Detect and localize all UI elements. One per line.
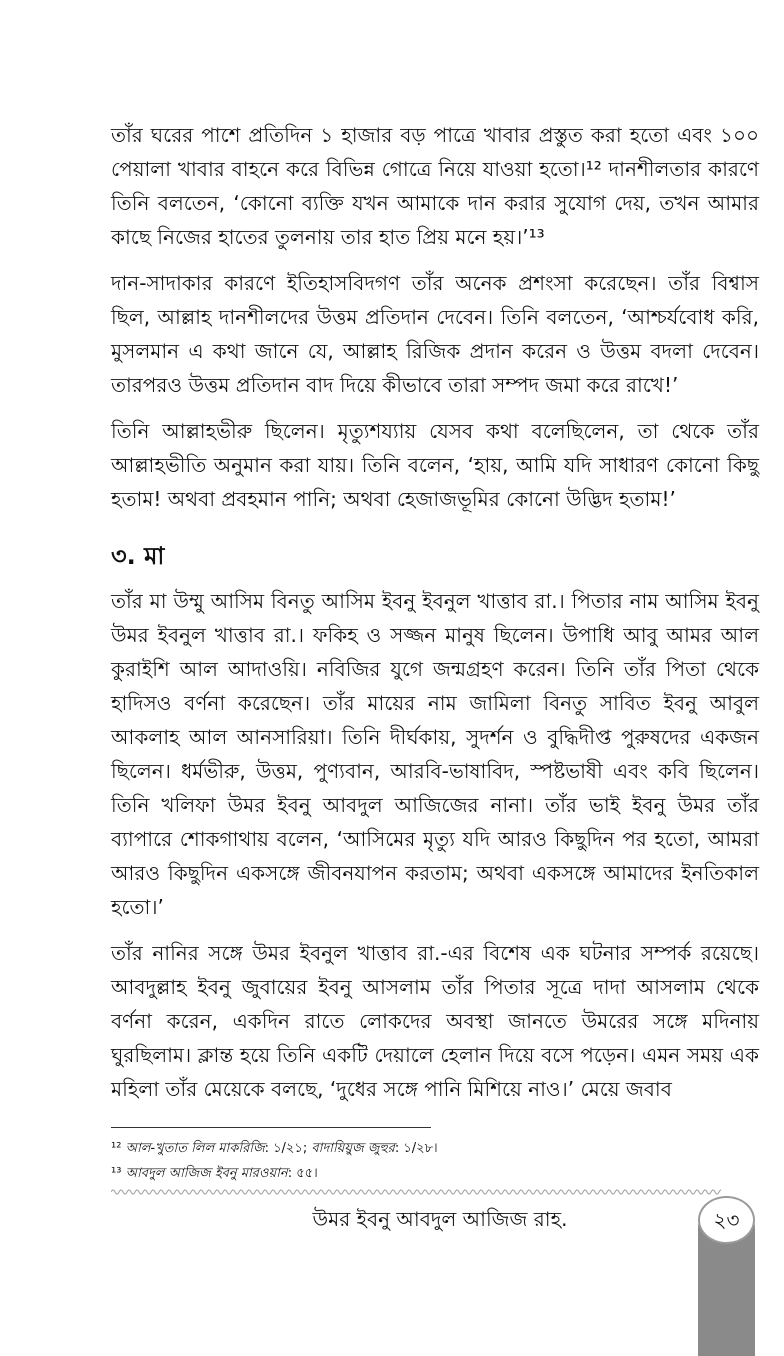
- footnote: [111, 1136, 759, 1161]
- page-number: ২৩: [698, 1196, 755, 1244]
- paragraph: তাঁর ঘরের পাশে প্রতিদিন ১ হাজার বড় পাত্রে খাবার প্রস্তুত করা হতো এবং ১০০ পেয়ালা খাবার বাহনে করে বিভিন্ন গোত্রে নিয়ে যাওয়া হতো।¹² দানশীলতার কারণে তিনি বলতেন, ‘কোনো ব্যক্তি যখন আমাকে দান করার সুযোগ দেয়, তখন আমার কাছে নিজের হাতের তুলনায় তার হাত প্রিয় মনে হয়।’¹³: [111, 123, 759, 249]
- paragraph: তাঁর নানির সঙ্গে উমর ইবনুল খাত্তাব রা.-এর বিশেষ এক ঘটনার সম্পর্ক রয়েছে। আবদুল্লাহ ইবনু জুবায়ের ইবনু আসলাম তাঁর পিতার সূত্রে দাদা আসলাম থেকে বর্ণনা করেন, একদিন রাতে লোকদের অবস্থা জানতে উমরের সঙ্গে মদিনায় ঘুরছিলাম। ক্লান্ত হয়ে তিনি একটি দেয়ালে হেলান দিয়ে বসে পড়েন। এমন সময় এক মহিলা তাঁর মেয়েকে বলছে, ‘দুধের সঙ্গে পানি মিশিয়ে নাও।’ মেয়ে জবাব: [111, 941, 759, 1101]
- running-title: উমর ইবনু আবদুল আজিজ রাহ.: [312, 1207, 568, 1231]
- footnote-source: বাদায়িয়ুজ জুহুর: [311, 1141, 395, 1156]
- footnote-source: আল-খুতাত লিল মাকরিজি: [125, 1141, 265, 1156]
- footnote-mark: ¹²: [111, 1141, 122, 1156]
- footnote: [111, 1161, 759, 1186]
- footnote-mark: ¹³: [111, 1166, 122, 1181]
- footnote-divider: [111, 1127, 431, 1128]
- footnote-ref: : ১/২১;: [264, 1141, 312, 1156]
- footnote-source: আবদুল আজিজ ইবনু মারওয়ান: [125, 1166, 288, 1181]
- footnote-ref: : ১/২৮।: [394, 1141, 438, 1156]
- paragraph: তিনি আল্লাহভীরু ছিলেন। মৃত্যুশয্যায় যেসব কথা বলেছিলেন, তা থেকে তাঁর আল্লাহভীতি অনুমান করা যায়। তিনি বলেন, ‘হায়, আমি যদি সাধারণ কোনো কিছু হতাম! অথবা প্রবহমান পানি; অথবা হেজাজভূমির কোনো উদ্ভিদ হতাম!’: [111, 419, 759, 511]
- paragraph: দান-সাদাকার কারণে ইতিহাসবিদগণ তাঁর অনেক প্রশংসা করেছেন। তাঁর বিশ্বাস ছিল, আল্লাহ দানশীলদের উত্তম প্রতিদান দেবেন। তিনি বলতেন, ‘আশ্চর্যবোধ করি, মুসলমান এ কথা জানে যে, আল্লাহ রিজিক প্রদান করেন ও উত্তম বদলা দেবেন। তারপরও উত্তম প্রতিদান বাদ দিয়ে কীভাবে তারা সম্পদ জমা করে রাখে!’: [111, 271, 759, 397]
- footnotes: [111, 1136, 759, 1186]
- section-heading: ৩. মা: [111, 542, 165, 570]
- paragraph: তাঁর মা উম্মু আসিম বিনতু আসিম ইবনু ইবনুল খাত্তাব রা.। পিতার নাম আসিম ইবনু উমর ইবনুল খাত্তাব রা.। ফকিহ ও সজ্জন মানুষ ছিলেন। উপাধি আবু আমর আল কুরাইশি আল আদাওয়ি। নবিজির যুগে জন্মগ্রহণ করেন। তিনি তাঁর পিতা থেকে হাদিসও বর্ণনা করেছেন। তাঁর মায়ের নাম জামিলা বিনতু সাবিত ইবনু আবুল আকলাহ আল আনসারিয়া। তিনি দীর্ঘকায়, সুদর্শন ও বুদ্ধিদীপ্ত পুরুষদের একজন ছিলেন। ধর্মভীরু, উত্তম, পুণ্যবান, আরবি-ভাষাবিদ, স্পষ্টভাষী এবং কবি ছিলেন। তিনি খলিফা উমর ইবনু আবদুল আজিজের নানা। তাঁর ভাই ইবনু উমর তাঁর ব্যাপারে শোকগাথায় বলেন, ‘আসিমের মৃত্যু যদি আরও কিছুদিন পর হতো, আমরা আরও কিছুদিন একসঙ্গে জীবনযাপন করতাম; অথবা একসঙ্গে আমাদের ইনতিকাল হতো।’: [111, 589, 759, 919]
- wavy-divider: [111, 1186, 721, 1198]
- page-body: [111, 118, 759, 1118]
- footnote-ref: : ৫৫।: [287, 1166, 318, 1181]
